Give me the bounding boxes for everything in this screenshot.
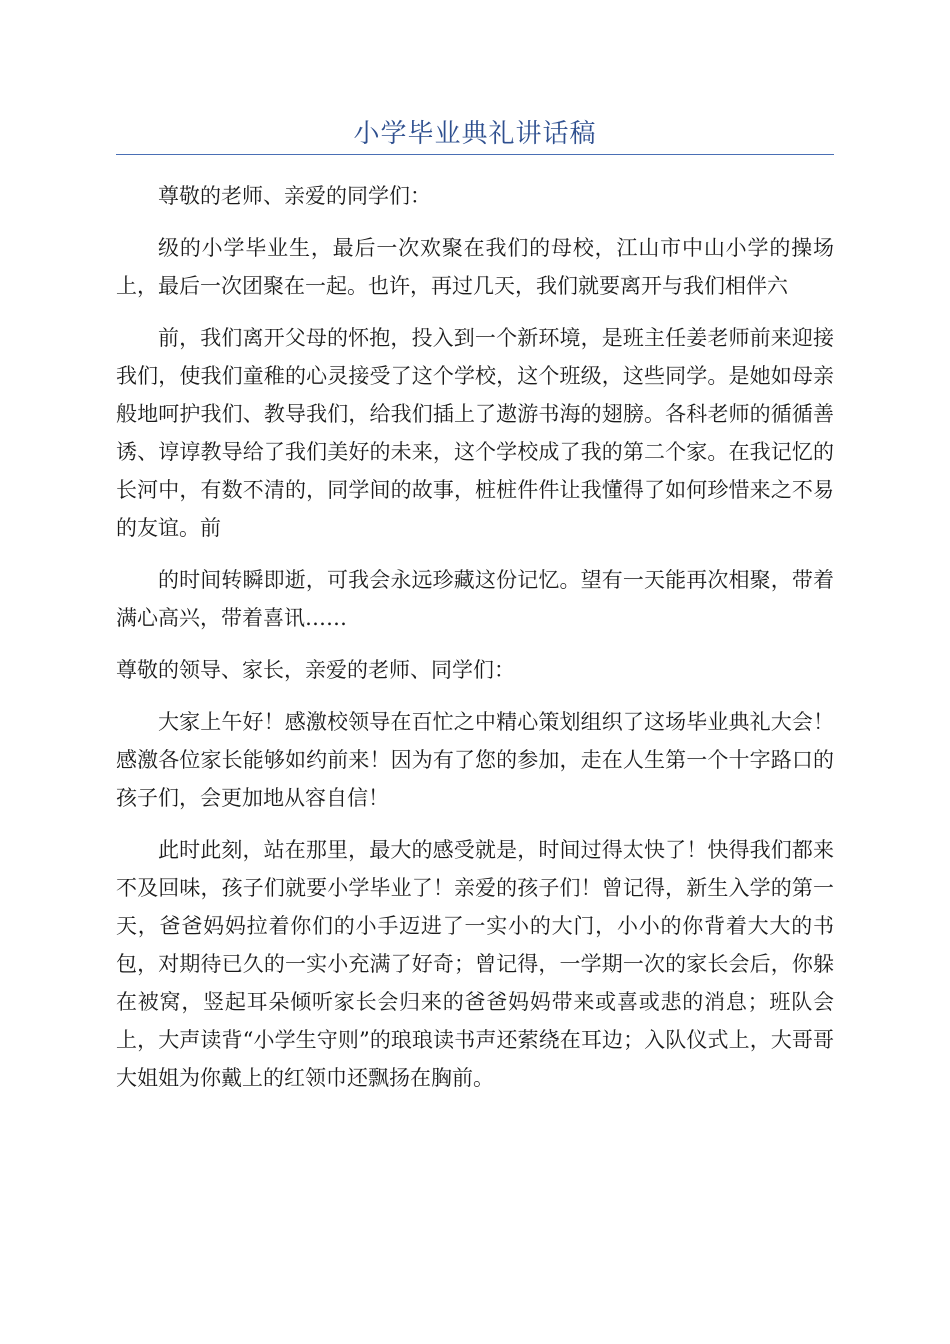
paragraph-4: 大家上午好！感激校领导在百忙之中精心策划组织了这场毕业典礼大会！感激各位家长能够如约前来！因为有了您的参加，走在人生第一个十字路口的孩子们，会更加地从容自信！: [116, 710, 834, 810]
paragraph-greeting-2: 尊敬的领导、家长，亲爱的老师、同学们：: [116, 658, 515, 682]
paragraph-5: 此时此刻，站在那里，最大的感受就是，时间过得太快了！快得我们都来不及回味，孩子们就要小学毕业了！亲爱的孩子们！曾记得，新生入学的第一天，爸爸妈妈拉着你们的小手迈进了一实小的大门，小小的你背着大大的书包，对期待已久的一实小充满了好奇；曾记得，一学期一次的家长会后，你躲在被窝，竖起耳朵倾听家长会归来的爸爸妈妈带来或喜或悲的消息；班队会上，大声读背“小学生守则”的琅琅读书声还萦绕在耳边；入队仪式上，大哥哥大姐姐为你戴上的红领巾还飘扬在胸前。: [116, 838, 834, 1090]
paragraph-1: 级的小学毕业生，最后一次欢聚在我们的母校，江山市中山小学的操场上，最后一次团聚在一起。也许，再过几天，我们就要离开与我们相伴六: [116, 236, 834, 298]
paragraph-3: 的时间转瞬即逝，可我会永远珍藏这份记忆。望有一天能再次相聚，带着满心高兴，带着喜讯……: [116, 568, 834, 630]
paragraph-greeting-1: 尊敬的老师、亲爱的同学们：: [158, 184, 431, 208]
document-page: [116, 0, 834, 1097]
paragraph-2: 前，我们离开父母的怀抱，投入到一个新环境，是班主任姜老师前来迎接我们，使我们童稚的心灵接受了这个学校，这个班级，这些同学。是她如母亲般地呵护我们、教导我们，给我们插上了遨游书海的翅膀。各科老师的循循善诱、谆谆教导给了我们美好的未来，这个学校成了我的第二个家。在我记忆的长河中，有数不清的，同学间的故事，桩桩件件让我懂得了如何珍惜来之不易的友谊。前: [116, 326, 834, 540]
title-underline: [116, 154, 834, 155]
document-title: 小学毕业典礼讲话稿: [353, 119, 597, 149]
